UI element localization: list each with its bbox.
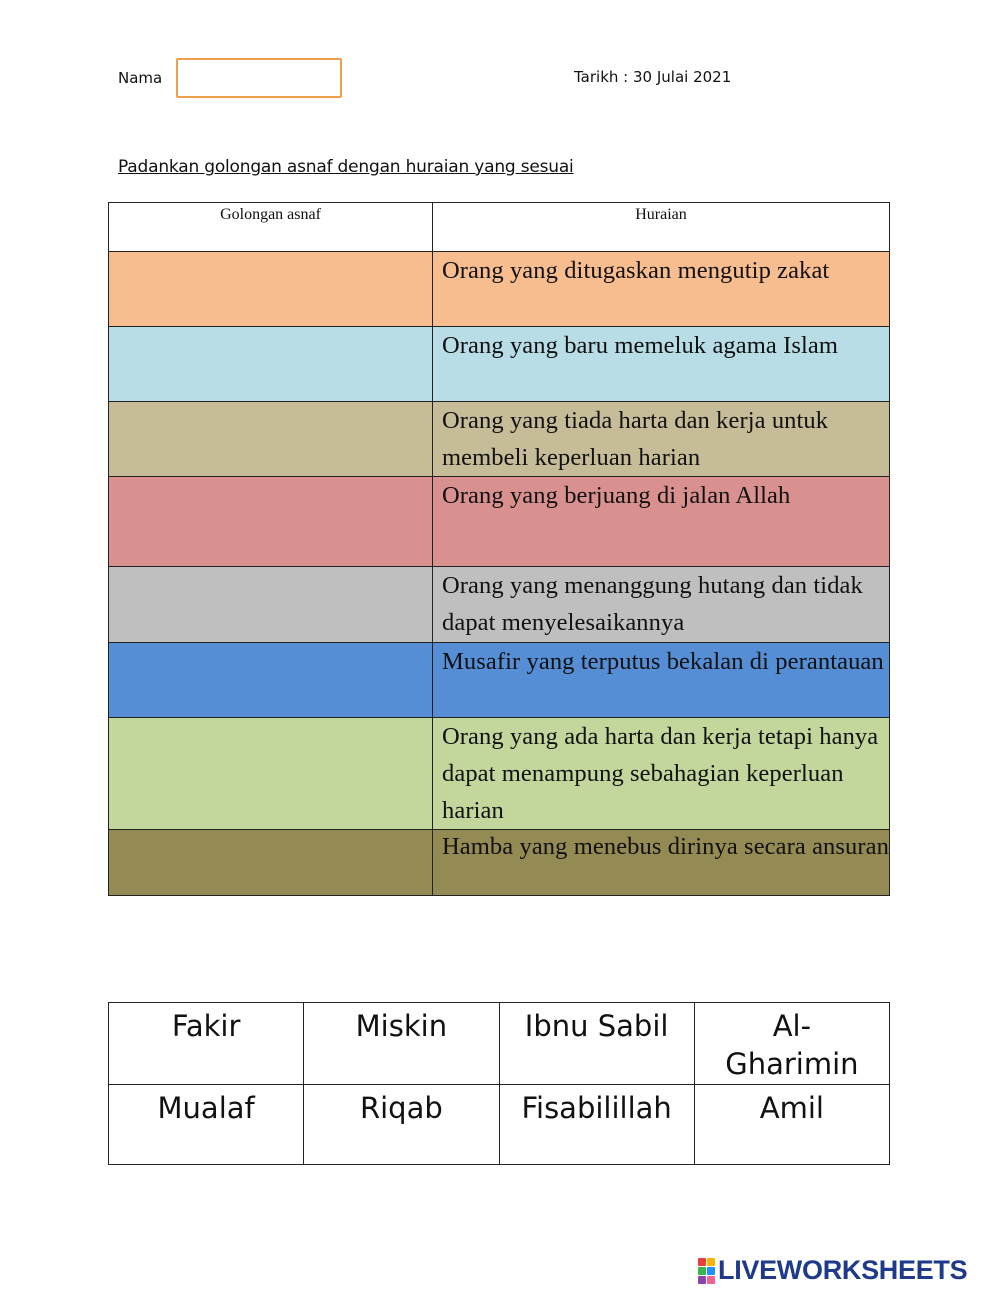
answer-drop-zone[interactable]: [109, 477, 433, 567]
word-card-riqab[interactable]: Riqab: [304, 1085, 499, 1165]
table-row: [109, 477, 890, 567]
description-cell: Orang yang ditugaskan mengutip zakat: [433, 252, 890, 327]
word-card-al-gharimin[interactable]: Al-Gharimin: [694, 1003, 889, 1085]
table-row: [109, 327, 890, 402]
description-cell: Orang yang ada harta dan kerja tetapi hanya dapat menampung sebahagian keperluan harian: [433, 718, 890, 830]
answer-input[interactable]: [109, 718, 432, 752]
word-card-fisabilillah[interactable]: Fisabilillah: [499, 1085, 694, 1165]
description-cell: Hamba yang menebus dirinya secara ansuran: [433, 830, 890, 896]
logo-text: LIVEWORKSHEETS: [718, 1255, 968, 1285]
header-golongan-asnaf: Golongan asnaf: [109, 203, 433, 252]
table-row: [109, 402, 890, 477]
liveworksheets-logo: [698, 1255, 967, 1286]
table-row: [109, 643, 890, 718]
description-cell: Orang yang baru memeluk agama Islam: [433, 327, 890, 402]
answer-input[interactable]: [109, 567, 432, 601]
word-bank-row: [109, 1003, 890, 1085]
logo-square: [698, 1276, 706, 1284]
table-row: [109, 252, 890, 327]
answer-input[interactable]: [109, 402, 432, 436]
answer-input[interactable]: [109, 643, 432, 677]
description-cell: Orang yang menanggung hutang dan tidak dapat menyelesaikannya: [433, 567, 890, 643]
name-input[interactable]: [176, 58, 342, 98]
logo-square: [707, 1276, 715, 1284]
header-huraian: Huraian: [433, 203, 890, 252]
date-text: Tarikh : 30 Julai 2021: [574, 68, 732, 86]
answer-drop-zone[interactable]: [109, 402, 433, 477]
answer-input[interactable]: [109, 252, 432, 286]
instruction-heading: Padankan golongan asnaf dengan huraian yang sesuai: [118, 157, 574, 177]
word-card-ibnu-sabil[interactable]: Ibnu Sabil: [499, 1003, 694, 1085]
logo-square: [707, 1267, 715, 1275]
answer-drop-zone[interactable]: [109, 567, 433, 643]
answer-drop-zone[interactable]: [109, 327, 433, 402]
table-header-row: [109, 203, 890, 252]
word-bank-row: [109, 1085, 890, 1165]
word-bank-table: [108, 1002, 890, 1165]
name-label: Nama: [118, 69, 163, 87]
logo-square: [707, 1258, 715, 1266]
table-row: [109, 830, 890, 896]
word-card-amil[interactable]: Amil: [694, 1085, 889, 1165]
answer-drop-zone[interactable]: [109, 718, 433, 830]
table-row: [109, 718, 890, 830]
logo-square: [698, 1258, 706, 1266]
logo-square: [698, 1267, 706, 1275]
liveworksheets-logo-icon: [698, 1258, 715, 1284]
answer-input[interactable]: [109, 830, 432, 864]
description-cell: Orang yang berjuang di jalan Allah: [433, 477, 890, 567]
answer-input[interactable]: [109, 327, 432, 361]
word-card-miskin[interactable]: Miskin: [304, 1003, 499, 1085]
matching-table: [108, 202, 890, 896]
table-row: [109, 567, 890, 643]
description-cell: Orang yang tiada harta dan kerja untuk membeli keperluan harian: [433, 402, 890, 477]
answer-drop-zone[interactable]: [109, 830, 433, 896]
word-card-fakir[interactable]: Fakir: [109, 1003, 304, 1085]
word-card-mualaf[interactable]: Mualaf: [109, 1085, 304, 1165]
answer-drop-zone[interactable]: [109, 252, 433, 327]
description-cell: Musafir yang terputus bekalan di perantauan: [433, 643, 890, 718]
answer-input[interactable]: [109, 477, 432, 511]
answer-drop-zone[interactable]: [109, 643, 433, 718]
